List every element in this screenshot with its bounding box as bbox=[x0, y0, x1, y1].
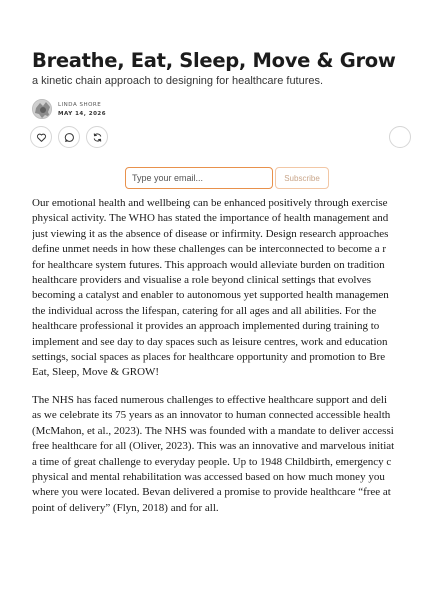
email-field[interactable] bbox=[125, 167, 273, 189]
subscribe-button[interactable]: Subscribe bbox=[275, 167, 329, 189]
text-line: where you were located. Bevan delivered a promise to provide healthcare “free at bbox=[32, 486, 391, 499]
author-byline bbox=[32, 97, 106, 121]
text-line: Our emotional health and wellbeing can be enhanced positively through exercise bbox=[32, 197, 388, 209]
text-line: healthcare professional it provides an approach implemented during training to bbox=[32, 320, 380, 333]
text-line: as we celebrate its 75 years as an innovator to human connected accessible health bbox=[32, 409, 391, 422]
text-line: Eat, Sleep, Move & GROW! bbox=[32, 366, 160, 379]
text-line: for healthcare system futures. This approach would alleviate burden on tradition bbox=[32, 258, 385, 271]
restack-icon bbox=[92, 132, 103, 143]
text-line: point of delivery” (Flyn, 2018) and for all. bbox=[32, 501, 219, 514]
text-line: physical and mental rehabilitation was accessed based on how much money you bbox=[32, 470, 385, 483]
paragraph bbox=[32, 196, 424, 381]
text-line: The NHS has faced numerous challenges to effective healthcare support and deli bbox=[32, 393, 388, 406]
share-button[interactable] bbox=[389, 126, 411, 148]
text-line: physical activity. The WHO has stated the importance of health management and bbox=[32, 212, 389, 225]
text-line: define unmet needs in how these challenges can be interconnected to become a r bbox=[32, 243, 386, 256]
paragraph bbox=[32, 393, 424, 516]
text-line: a time of great challenge to everyday people. Up to 1948 Childbirth, emergency c bbox=[32, 455, 392, 468]
text-line: (McMahon, et al., 2023). The NHS was founded with a mandate to deliver accessi bbox=[32, 424, 394, 437]
post-title: Breathe, Eat, Sleep, Move & Grow bbox=[32, 49, 396, 72]
text-line: healthcare providers and visualise a role beyond clinical settings that evolves bbox=[32, 274, 372, 287]
text-line: settings, social spaces as places for healthcare opportunity and promotion to Bre bbox=[32, 351, 386, 364]
post-body bbox=[32, 196, 424, 528]
text-line: the individual across the lifespan, catering for all ages and all abilities. For the bbox=[32, 304, 377, 317]
restack-button[interactable] bbox=[86, 126, 108, 148]
heart-icon bbox=[36, 132, 47, 143]
text-line: implement and see day to day spaces such as leisure centres, work and education bbox=[32, 335, 388, 348]
post-actions bbox=[30, 126, 108, 148]
like-button[interactable] bbox=[30, 126, 52, 148]
comment-icon bbox=[64, 132, 75, 143]
author-name[interactable]: LINDA SHORE bbox=[58, 101, 102, 108]
text-line: becoming a catalyst and enabler to autonomous yet supported health managemen bbox=[32, 289, 389, 302]
text-line: free healthcare for all (Oliver, 2023). This was an innovative and marvelous initiat bbox=[32, 440, 395, 453]
text-line: just viewing it as the absence of disease or infirmity. Design research approaches bbox=[32, 227, 389, 240]
post-date: MAY 14, 2026 bbox=[58, 110, 107, 117]
subscribe-form bbox=[125, 167, 329, 189]
avatar[interactable] bbox=[32, 99, 52, 119]
comment-button[interactable] bbox=[58, 126, 80, 148]
post-subtitle: a kinetic chain approach to designing for healthcare futures. bbox=[32, 75, 324, 87]
